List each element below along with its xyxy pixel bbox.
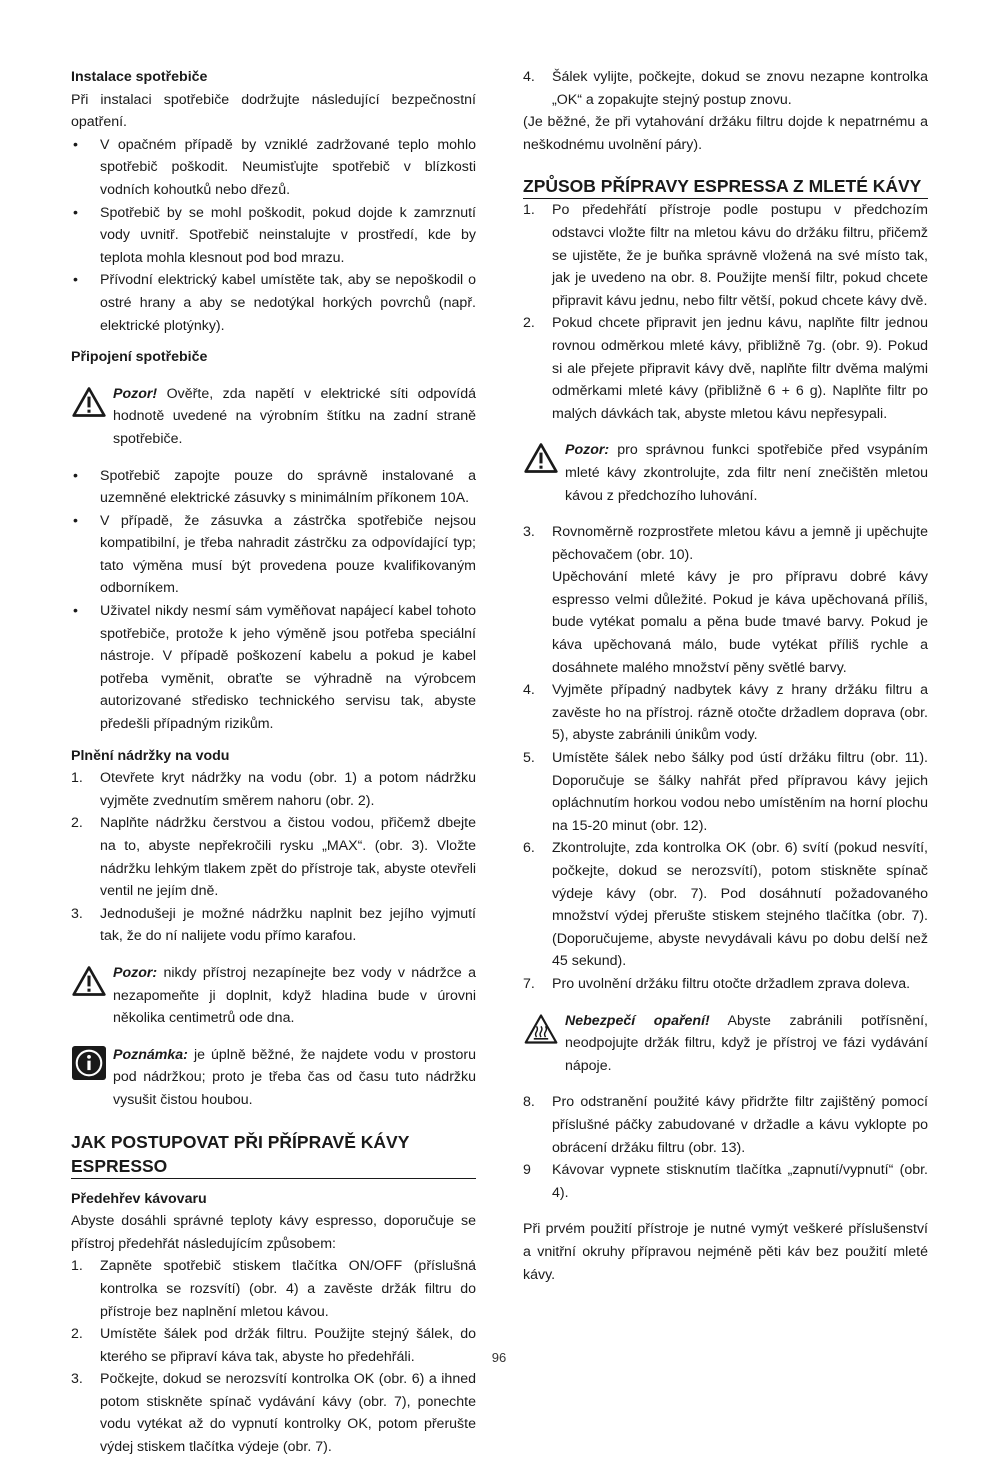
warning-icon: [71, 385, 107, 419]
list-item: 1. Zapněte spotřebič stiskem tlačítka ON/OFF (příslušná kontrolka se rozsvítí) (obr. 4) a zavěste držák filtru do přístroje bez naplnění mletou kávou.: [71, 1258, 476, 1320]
list-item: 3. Jednodušeji je možné nádržku naplnit bez jejího vyjmutí tak, že do ní nalijete vodu přímo karafou.: [71, 905, 476, 945]
list-item: 9 Kávovar vypnete stisknutím tlačítka „zapnutí/vypnutí“ (obr. 4).: [523, 1162, 928, 1201]
list-item: • V případě, že zásuvka a zástrčka spotřebiče nejsou kompatibilní, je třeba nahradit zástrčku za odpovídající typ; tato výměna musí být provedena pouze kvalifikovaným odborníkem.: [73, 512, 476, 597]
preheat-heading: Předehřev kávovaru: [71, 1190, 207, 1207]
espresso-section-title: JAK POSTUPOVAT PŘI PŘÍPRAVĚ KÁVY ESPRESSO: [71, 1130, 476, 1179]
list-item: 4. Vyjměte případný nadbytek kávy z hrany držáku filtru a zavěste ho na přístroj. rázně otočte držadlem doprava (obr. 5), abyste zabránili únikům vody.: [523, 682, 928, 744]
list-item: 1. Po předehřátí přístroje podle postupu v předchozím odstavci vložte filtr na mletou kávu do držáku filtru, přičemž se ujistěte, že je buňka správně vložená na své místo tak, jak je uvedeno na obr. 8. Použijte menší filtr, pokud chcete připravit kávu jednu, nebo filtr větší, pokud chcete kávy dvě.: [523, 202, 928, 309]
list-item: • V opačném případě by vzniklé zadržované teplo mohlo spotřebič poškodit. Neumisťujte spotřebič v blízkosti vodních kohoutků nebo dřezů.: [73, 136, 476, 198]
list-item: 1. Otevřete kryt nádržky na vodu (obr. 1) a potom nádržku vyjměte zvednutím směrem nahoru (obr. 2).: [71, 770, 476, 809]
list-item: 5. Umístěte šálek nebo šálky pod ústí držáku filtru (obr. 11). Doporučuje se šálky nahřát před přípravou kávy jejich opláchnutím horkou vodou nebo umístěním na horní plochu na 15-20 minut (obr. 12).: [523, 750, 928, 834]
fill-note: Poznámka: je úplně běžné, že najdete vodu v prostoru pod nádržkou; proto je třeba čas od času tuto nádržku vysušit čistou houbou.: [71, 1044, 476, 1112]
fill-steps: [71, 767, 476, 948]
hot-surface-icon: [523, 1012, 559, 1046]
fill-warning: Pozor: nikdy přístroj nezapínejte bez vody v nádržce a nezapomeňte ji doplnit, když hladina bude v úrovni několika centimetrů ode dna.: [71, 962, 476, 1030]
left-column: [71, 66, 476, 1459]
warning-icon: [523, 441, 559, 475]
list-item: • Spotřebič by se mohl poškodit, pokud dojde k zamrznutí vody uvnitř. Spotřebič neinstalujte v prostředí, kde by teplota mohla klesnout pod bod mrazu.: [73, 204, 476, 266]
ground-warning: Pozor: pro správnou funkci spotřebiče před vsypáním mleté kávy zkontrolujte, zda filtr není znečištěn mletou kávou z předchozího luhování.: [523, 439, 928, 507]
connect-warning: Pozor! Ověřte, zda napětí v elektrické síti odpovídá hodnotě uvedené na výrobním štítku na zadní straně spotřebiče.: [71, 383, 476, 451]
list-item: 2. Pokud chcete připravit jen jednu kávu, naplňte filtr jednou rovnou odměrkou mleté kávy, přibližně 7g. (obr. 9). Pokud si ale přejete připravit kávy dvě, naplňte filtr dvěma malými odměrkami mleté kávy (přibližně 6 + 6 g). Naplňte filtr po malých dávkách tak, abyste mletou kávu nepřesypali.: [523, 315, 928, 422]
list-item: 7. Pro uvolnění držáku filtru otočte držadlem zprava doleva.: [523, 975, 911, 992]
warning-icon: [71, 964, 107, 998]
list-item: 3. Rovnoměrně rozprostřete mletou kávu a jemně ji upěchujte pěchovačem (obr. 10). Upěchování mleté kávy je pro přípravu dobré kávy espresso velmi důležité. Pokud je káva upěchovaná příliš, bude vytékat pomalu a pěna bude tmavé barvy. Pokud je káva upěchovaná málo, bude vytékat příliš rychle a dosáhnete malého množství pěny světlé barvy.: [523, 524, 928, 676]
install-bullets: [71, 134, 476, 337]
list-item: 2. Umístěte šálek pod držák filtru. Použijte stejný šálek, do kterého se připraví káva tak, abyste ho předehřáli.: [71, 1326, 476, 1365]
list-item: 8. Pro odstranění použité kávy přidržte filtr zajištěný pomocí příslušné páčky zabudované v držadle a kávu vyklopte po obrácení držáku filtru (obr. 13).: [523, 1094, 928, 1156]
list-item: 3. Počkejte, dokud se nerozsvítí kontrolka OK (obr. 6) a ihned potom stiskněte spínač vydávání kávy (obr. 7), ponechte vodu vytékat až do vypnutí kontrolky OK, potom přerušte výdej stiskem tlačítka výdeje (obr. 7).: [71, 1371, 476, 1456]
fill-heading: Plnění nádržky na vodu: [71, 747, 230, 764]
preheat-steps-continued: [523, 66, 928, 111]
list-item: 6. Zkontrolujte, zda kontrolka OK (obr. 6) svítí (pokud nesvítí, počkejte, dokud se nerozsvítí), potom stiskněte spínač výdeje kávy (obr. 7). Pod dosáhnutí požadovaného množství výdej přerušte stiskem stejného tlačítka (obr. 7). (Doporučujeme, abyste nevydávali kávu po dobu delší než 45 sekund).: [523, 840, 928, 970]
ground-steps-a: [523, 199, 928, 425]
ground-section-title: ZPŮSOB PŘÍPRAVY ESPRESSA Z MLETÉ KÁVY: [523, 174, 928, 199]
page-number: 96: [491, 1350, 507, 1365]
list-item: 2. Naplňte nádržku čerstvou a čistou vodou, přičemž dbejte na to, abyste nepřekročili rysku „MAX“. (obr. 3). Vložte nádržku lehkým tlakem zpět do přístroje tak, abyste otevřeli ventil ne jejím dně.: [71, 815, 476, 900]
preheat-intro: Abyste dosáhli správné teploty kávy espresso, doporučuje se přístroj předehřát následujícím způsobem:: [71, 1213, 476, 1252]
list-item: • Uživatel nikdy nesmí sám vyměňovat napájecí kabel tohoto spotřebiče, protože k jeho výměně jsou potřeba speciální nástroje. V případě poškození kabelu a pokud je kabel potřeba vyměnit, obraťte se výhradně na výrobcem autorizované středisko technického servisu tak, abyste předešli případným rizikům.: [73, 603, 476, 733]
burn-warning: Nebezpečí opaření! Abyste zabránili potřísnění, neodpojujte držák filtru, když je přístroj ve fázi vydávání nápoje.: [523, 1010, 928, 1078]
final-note: Při prvém použití přístroje je nutné vymýt veškeré příslušenství a vnitřní okruhy přípravou nejméně pěti káv bez použití mleté kávy.: [523, 1221, 928, 1283]
install-intro: Při instalaci spotřebiče dodržujte následující bezpečnostní opatření.: [71, 91, 476, 131]
list-item: • Spotřebič zapojte pouze do správně instalované a uzemněné elektrické zásuvky s minimálním příkonem 10A.: [73, 467, 476, 507]
connect-heading: Připojení spotřebiče: [71, 349, 208, 366]
info-icon: [71, 1046, 107, 1080]
preheat-note: (Je běžné, že při vytahování držáku filtru dojde k nepatrnému a neškodnému uvolnění páry).: [523, 114, 928, 153]
right-column: [523, 66, 928, 1286]
list-item: • Přívodní elektrický kabel umístěte tak, aby se nepoškodil o ostré hrany a aby se nedotýkal horkých povrchů (např. elektrické plotýnky).: [73, 272, 476, 334]
install-heading: Instalace spotřebiče: [71, 69, 208, 85]
ground-steps-c: [523, 1091, 928, 1204]
ground-steps-b: [523, 521, 928, 995]
list-item: 4. Šálek vylijte, počkejte, dokud se znovu nezapne kontrolka „OK“ a zopakujte stejný postup znovu.: [523, 69, 928, 108]
connect-bullets: [71, 465, 476, 736]
